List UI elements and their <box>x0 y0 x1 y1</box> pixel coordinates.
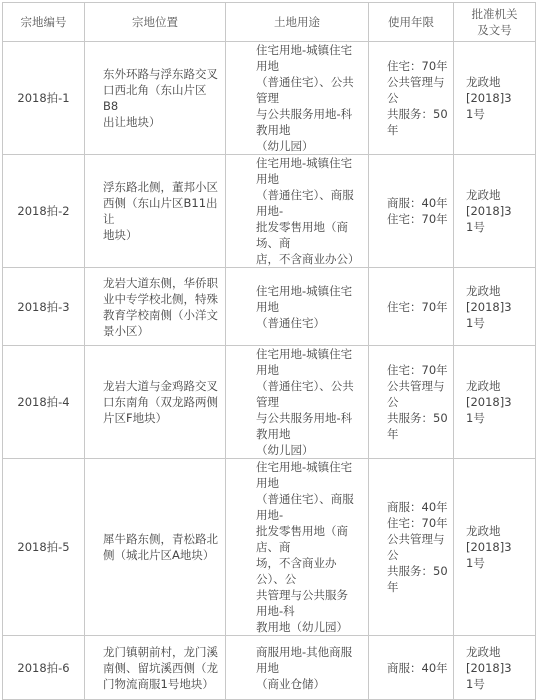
land-use <box>226 459 369 636</box>
land-use-text: 住宅用地-城镇住宅用地 （普通住宅）、公共管理 与公共服务用地-科教用地 （幼儿园） <box>256 347 354 457</box>
use-years-text: 商服：40年 <box>387 660 448 675</box>
parcel-code: 2018拍-5 <box>3 459 85 636</box>
use-years-text: 商服：40年 住宅：70年 <box>387 196 448 226</box>
use-years <box>369 636 454 700</box>
header-land-use: 土地用途 <box>226 3 369 42</box>
approval-doc-text: 龙政地[2018]3 1号 <box>466 379 512 425</box>
approval-doc-text: 龙政地[2018]3 1号 <box>466 524 512 570</box>
parcel-code: 2018拍-2 <box>3 155 85 268</box>
approval-doc <box>454 636 536 700</box>
use-years <box>369 155 454 268</box>
approval-doc-text: 龙政地[2018]3 1号 <box>466 75 512 121</box>
table-row <box>3 459 536 636</box>
use-years-text: 住宅：70年 <box>387 299 448 314</box>
land-use-text: 住宅用地-城镇住宅用地 （普通住宅）、商服用地- 批发零售用地（商场、商 店，不含商业办公） <box>256 156 360 266</box>
parcel-code: 2018拍-6 <box>3 636 85 700</box>
use-years <box>369 42 454 155</box>
approval-doc-text: 龙政地[2018]3 1号 <box>466 644 512 691</box>
use-years-text: 住宅：70年 公共管理与公 共服务：50年 <box>387 59 448 137</box>
approval-doc <box>454 42 536 155</box>
header-approval-doc <box>454 3 536 42</box>
parcel-code: 2018拍-1 <box>3 42 85 155</box>
use-years <box>369 346 454 459</box>
table-row <box>3 155 536 268</box>
parcel-location-text: 龙门镇朝前村，龙门溪 南侧、留坑溪西侧（龙 门物流商服1号地块） <box>103 644 218 691</box>
parcel-location <box>85 268 226 346</box>
land-use <box>226 636 369 700</box>
land-use-text: 住宅用地-城镇住宅用地 （普通住宅） <box>256 283 353 330</box>
header-approval-doc-text: 批准机关 及文号 <box>471 7 518 37</box>
parcel-location-text: 龙岩大道与金鸡路交叉 口东南角（双龙路两侧 片区F地块） <box>103 379 218 425</box>
land-use-text: 住宅用地-城镇住宅用地 （普通住宅）、商服用地- 批发零售用地（商店、商 场，不含商业办公）、公 共管理与公共服务用地-科 教用地（幼儿园） <box>256 460 354 634</box>
land-use-text: 住宅用地-城镇住宅用地 （普通住宅）、公共管理 与公共服务用地-科教用地 （幼儿园） <box>256 43 354 153</box>
land-use <box>226 346 369 459</box>
table-header-row <box>3 3 536 42</box>
land-parcel-table <box>2 2 536 700</box>
table-row <box>3 636 536 700</box>
header-parcel-code: 宗地编号 <box>3 3 85 42</box>
use-years-text: 商服：40年 住宅：70年 公共管理与公 共服务：50年 <box>387 500 448 594</box>
approval-doc-text: 龙政地[2018]3 1号 <box>466 188 512 234</box>
parcel-location-text: 犀牛路东侧，青松路北 侧（城北片区A地块） <box>103 532 218 562</box>
parcel-location-text: 浮东路北侧，董邦小区 西侧（东山片区B11出让 地块） <box>103 180 218 242</box>
approval-doc <box>454 346 536 459</box>
parcel-location <box>85 42 226 155</box>
use-years <box>369 268 454 346</box>
approval-doc <box>454 459 536 636</box>
header-parcel-location: 宗地位置 <box>85 3 226 42</box>
use-years <box>369 459 454 636</box>
table-row <box>3 268 536 346</box>
parcel-location <box>85 346 226 459</box>
parcel-code: 2018拍-3 <box>3 268 85 346</box>
land-use <box>226 42 369 155</box>
approval-doc-text: 龙政地[2018]3 1号 <box>466 283 512 330</box>
parcel-location <box>85 459 226 636</box>
land-use-text: 商服用地-其他商服用地 （商业仓储） <box>256 644 353 691</box>
parcel-location-text: 东外环路与浮东路交叉 口西北角（东山片区B8 出让地块） <box>103 67 218 129</box>
parcel-location <box>85 155 226 268</box>
header-use-years: 使用年限 <box>369 3 454 42</box>
table-row <box>3 42 536 155</box>
approval-doc <box>454 268 536 346</box>
use-years-text: 住宅：70年 公共管理与公 共服务：50年 <box>387 363 448 441</box>
land-use <box>226 155 369 268</box>
approval-doc <box>454 155 536 268</box>
land-use <box>226 268 369 346</box>
parcel-code: 2018拍-4 <box>3 346 85 459</box>
table-row <box>3 346 536 459</box>
parcel-location-text: 龙岩大道东侧，华侨职 业中专学校北侧，特殊 教育学校南侧（小洋文 景小区） <box>103 275 218 338</box>
parcel-location <box>85 636 226 700</box>
